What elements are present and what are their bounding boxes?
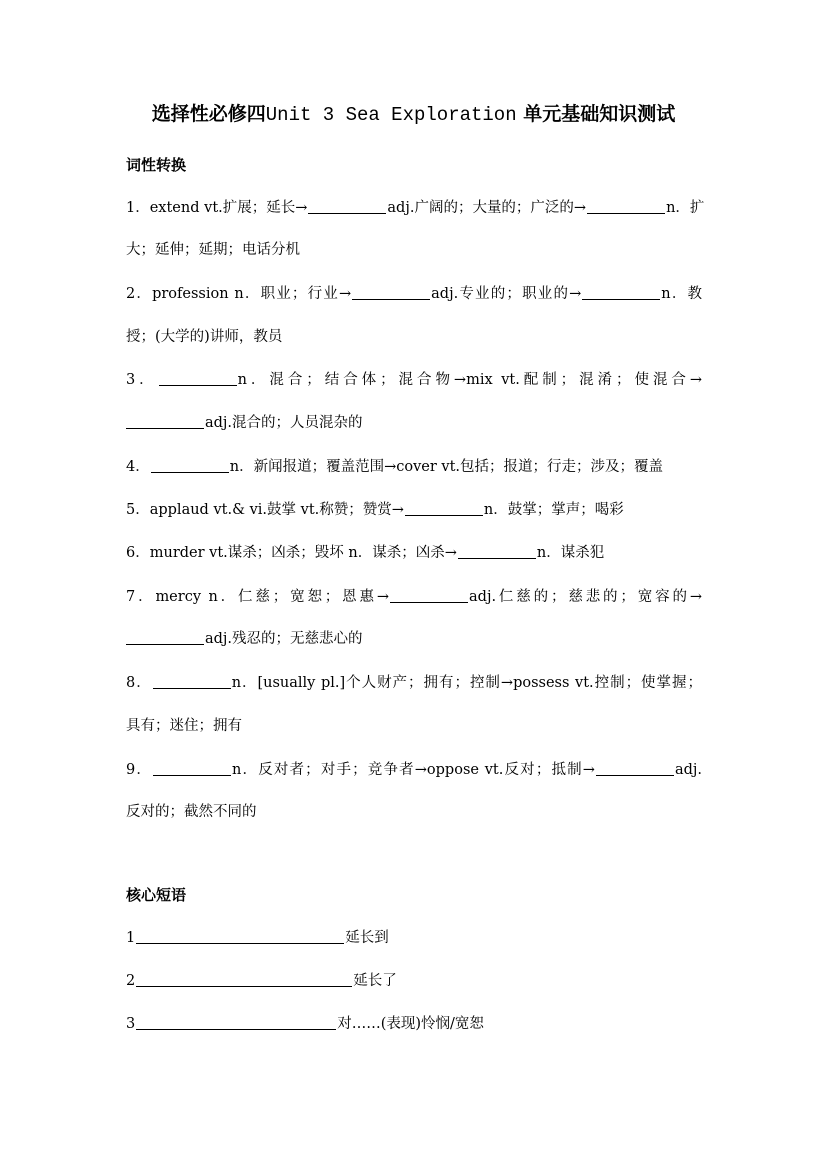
word-form-item-9-line2: 反对的；截然不同的 bbox=[126, 804, 257, 820]
title-cn-suffix: 单元基础知识测试 bbox=[523, 103, 676, 125]
word-form-item-3-line2: adj.混合的；人员混杂的 bbox=[126, 413, 702, 433]
answer-blank[interactable] bbox=[126, 427, 204, 429]
answer-blank[interactable] bbox=[390, 601, 468, 603]
word-form-item-7-line1: 7．mercy n．仁慈；宽恕；恩惠→ adj.仁慈的；慈悲的；宽容的→ bbox=[126, 589, 702, 605]
section-heading-phrases: 核心短语 bbox=[126, 886, 187, 904]
answer-blank[interactable] bbox=[151, 471, 229, 473]
answer-blank[interactable] bbox=[126, 643, 204, 645]
title-cn-prefix: 选择性必修四 bbox=[151, 103, 266, 125]
word-form-item-6: 6．murder vt.谋杀；凶杀；毁坏 n．谋杀；凶杀→ n．谋杀犯 bbox=[126, 545, 605, 561]
section-heading-word-forms: 词性转换 bbox=[126, 156, 187, 174]
word-form-item-8-line2: 具有；迷住；拥有 bbox=[126, 718, 242, 734]
word-form-item-7-line2: adj.残忍的；无慈悲心的 bbox=[126, 629, 702, 649]
answer-blank[interactable] bbox=[587, 212, 665, 214]
phrase-item-1: 1 延长到 bbox=[126, 930, 389, 946]
phrase-item-2: 2 延长了 bbox=[126, 973, 397, 989]
word-form-item-2-line2: 授；(大学的)讲师，教员 bbox=[126, 329, 283, 345]
word-form-item-9-line1: 9． n．反对者；对手；竞争者→oppose vt.反对；抵制→ adj. bbox=[126, 762, 702, 778]
word-form-item-1-line2: 大；延伸；延期；电话分机 bbox=[126, 242, 300, 258]
answer-blank[interactable] bbox=[136, 1028, 336, 1030]
title-en: Unit 3 Sea Exploration bbox=[265, 104, 517, 126]
answer-blank[interactable] bbox=[458, 557, 536, 559]
word-form-item-2-line1: 2．profession n．职业；行业→ adj.专业的；职业的→ n．教 bbox=[126, 286, 703, 302]
page-title bbox=[0, 101, 827, 128]
word-form-item-5: 5．applaud vt.& vi.鼓掌 vt.称赞；赞赏→ n．鼓掌；掌声；喝彩 bbox=[126, 502, 624, 518]
answer-blank[interactable] bbox=[136, 942, 344, 944]
phrase-item-3: 3 对……(表现)怜悯/宽恕 bbox=[126, 1016, 484, 1032]
answer-blank[interactable] bbox=[136, 985, 352, 987]
answer-blank[interactable] bbox=[582, 298, 660, 300]
answer-blank[interactable] bbox=[153, 687, 231, 689]
answer-blank[interactable] bbox=[596, 774, 674, 776]
answer-blank[interactable] bbox=[405, 514, 483, 516]
word-form-item-4: 4． n．新闻报道；覆盖范围→cover vt.包括；报道；行走；涉及；覆盖 bbox=[126, 459, 664, 475]
answer-blank[interactable] bbox=[352, 298, 430, 300]
answer-blank[interactable] bbox=[159, 384, 237, 386]
word-form-item-8-line1: 8． n．[usually pl.]个人财产；拥有；控制→possess vt.控制；使掌握； bbox=[126, 675, 702, 691]
answer-blank[interactable] bbox=[153, 774, 231, 776]
word-form-item-1-line1: 1．extend vt.扩展；延长→ adj.广阔的；大量的；广泛的→ n．扩 bbox=[126, 200, 705, 216]
answer-blank[interactable] bbox=[308, 212, 386, 214]
word-form-item-3-line1: 3． n．混合；结合体；混合物→mix vt.配制；混淆；使混合→ bbox=[126, 372, 702, 388]
